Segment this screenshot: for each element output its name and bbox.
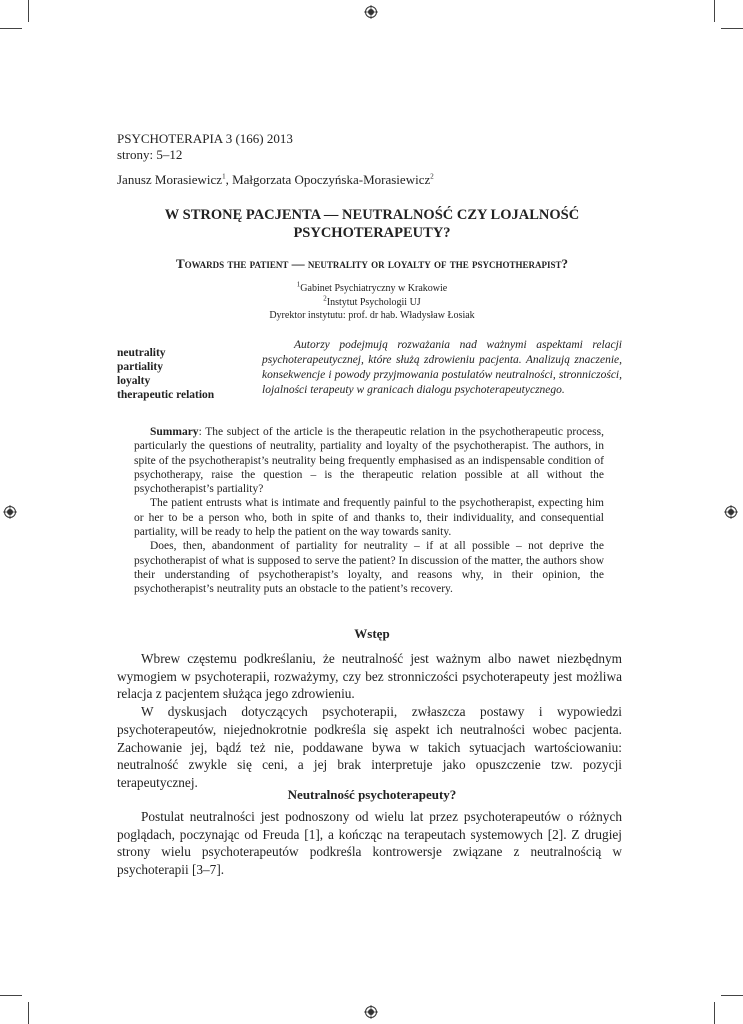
affiliation-2-sup: 2 bbox=[323, 294, 327, 303]
summary-label: Summary bbox=[150, 426, 199, 438]
body-paragraph: Postulat neutralności jest podnoszony od wielu lat przez psychoterapeutów o różnych poglądach, poczynając od Freuda [1], a kończąc na terapeutach systemowych [2]. Z drugiej strony wielu psychoterapeutów podkreśla kontrowersje związane z neutralnością w psychoterapii [3–7]. bbox=[117, 809, 622, 878]
body-paragraph: W dyskusjach dotyczących psychoterapii, zwłaszcza postawy i wypowiedzi psychoterapeutów, niejednokrotnie podkreśla się aspekt ich neutralności wobec pacjenta. Zachowanie jej, bądź też nie, poddawane bywa w takich sytuacjach wartościowaniu: neutralność zwykle się ceni, a jej brak interpretuje jako opuszczenie tzw. pozycji terapeutycznej. bbox=[117, 704, 622, 790]
section-body bbox=[117, 650, 622, 792]
section-heading: Wstęp bbox=[354, 626, 390, 641]
institute-director: Dyrektor instytutu: prof. dr hab. Władysław Łosiak bbox=[269, 310, 475, 321]
section-body bbox=[117, 808, 622, 879]
summary-paragraph: Does, then, abandonment of partiality for neutrality – if at all possible – not deprive the psychotherapist of what is supposed to serve the patient? In discussion of the matter, the authors show their understanding of psychotherapist’s loyalty, and reasons why, in their opinion, the psychotherapist’s neutrality puts an obstacle to the patient’s recovery. bbox=[134, 540, 604, 596]
registration-mark-icon bbox=[3, 505, 17, 519]
author-2: Małgorzata Opoczyńska-Morasiewicz bbox=[232, 172, 431, 187]
affiliation-1-text: Gabinet Psychiatryczny w Krakowie bbox=[300, 283, 448, 294]
summary-paragraph bbox=[134, 425, 604, 496]
crop-mark bbox=[0, 995, 22, 996]
keywords bbox=[117, 346, 214, 402]
keyword: therapeutic relation bbox=[117, 389, 215, 401]
crop-mark bbox=[28, 0, 29, 22]
keyword: loyalty bbox=[117, 375, 151, 387]
title-line-1: W STRONĘ PACJENTA — NEUTRALNOŚĆ CZY LOJALNOŚĆ bbox=[164, 207, 580, 223]
journal-name: PSYCHOTERAPIA 3 (166) 2013 bbox=[117, 131, 293, 146]
author-1: Janusz Morasiewicz bbox=[117, 172, 223, 187]
title-line-2: PSYCHOTERAPEUTY? bbox=[293, 225, 451, 241]
abstract-pl: Autorzy podejmują rozważania nad ważnymi aspektami relacji psychoterapeutycznej, które służą zdrowieniu pacjenta. Analizują znaczenie, konsekwencje i powody przyjmowania postulatów neutralności, stronniczości, lojalności terapeuty w granicach dialogu psychoterapeutycznego. bbox=[262, 339, 622, 396]
author-separator: , bbox=[225, 172, 233, 187]
summary-paragraph: The patient entrusts what is intimate and frequently painful to the psychotherapist, expecting him or her to be a person who, both in spite of and thanks to, their individuality, and consequential partiality, will be ready to help the patient on the way towards sanity. bbox=[134, 497, 604, 539]
keyword: neutrality bbox=[117, 347, 166, 359]
affiliation-1-sup: 1 bbox=[296, 280, 301, 289]
author-2-sup: 2 bbox=[430, 172, 434, 181]
registration-mark-icon bbox=[364, 1005, 378, 1019]
affiliation-2 bbox=[117, 296, 627, 310]
article-title-en: Towards the patient — neutrality or loyalty of the psychotherapist? bbox=[176, 256, 568, 271]
section-heading: Neutralność psychoterapeuty? bbox=[287, 787, 457, 802]
crop-mark bbox=[721, 28, 743, 29]
affiliation-2-text: Instytut Psychologii UJ bbox=[326, 296, 421, 308]
authors bbox=[117, 172, 434, 188]
article-title-pl bbox=[117, 206, 627, 242]
crop-mark bbox=[714, 0, 715, 22]
crop-mark bbox=[28, 1002, 29, 1024]
summary-p1-text: : The subject of the article is the therapeutic relation in the psychotherapeutic process, particularly the questions of neutrality, partiality and loyalty of the psychotherapist. The authors, in spite of the psychotherapist’s neutrality being frequently emphasised as an indispensable condition of psychotherapy, raise the question – is the therapeutic relation possible at all without the psychotherapist’s partiality? bbox=[134, 426, 604, 496]
crop-mark bbox=[0, 28, 22, 29]
keyword: partiality bbox=[117, 361, 163, 373]
registration-mark-icon bbox=[724, 505, 738, 519]
summary bbox=[134, 425, 604, 597]
affiliation-1 bbox=[117, 282, 627, 296]
affiliations bbox=[117, 282, 627, 323]
crop-mark bbox=[714, 1002, 715, 1024]
crop-mark bbox=[721, 995, 743, 996]
body-paragraph: Wbrew częstemu podkreślaniu, że neutralność jest ważnym albo nawet niezbędnym wymogiem w psychoterapii, rozważymy, czy bez stronniczości psychoterapeuty jest możliwa relacja z pacjentem służąca jego zdrowieniu. bbox=[117, 651, 622, 702]
author-1-sup: 1 bbox=[222, 172, 226, 181]
journal-pages: strony: 5–12 bbox=[117, 147, 183, 162]
registration-mark-icon bbox=[364, 5, 378, 19]
